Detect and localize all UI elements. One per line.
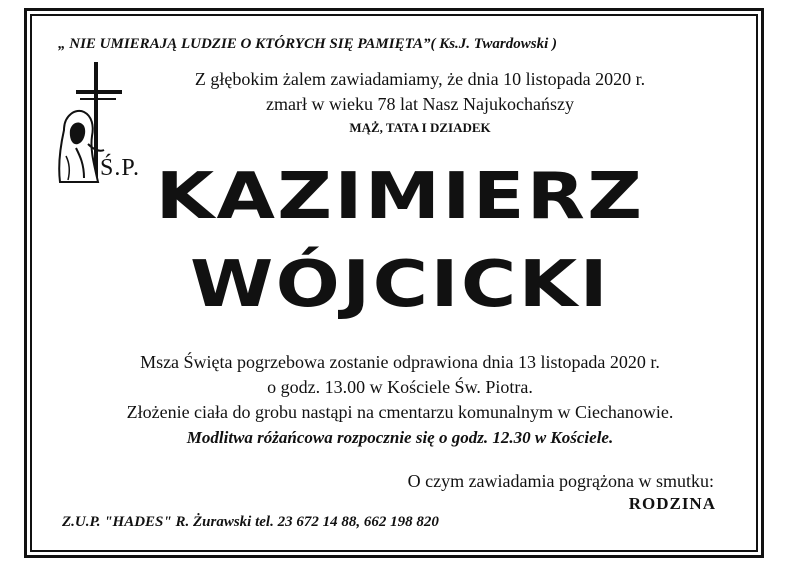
mass-line-1: Msza Święta pogrzebowa zostanie odprawiona dnia 13 listopada 2020 r. <box>140 352 660 372</box>
motto-quote: „ NIE UMIERAJĄ LUDZIE O KTÓRYCH SIĘ PAMIĘTA”( Ks.J. Twardowski ) <box>58 36 557 52</box>
rosary-info: Modlitwa różańcowa rozpocznie się o godz. 12.30 w Kościele. <box>186 428 614 447</box>
family-relation: MĄŻ, TATA I DZIADEK <box>349 120 491 135</box>
deceased-last-name: WÓJCICKI <box>189 248 611 322</box>
mass-line-2: o godz. 13.00 w Kościele Św. Piotra. <box>267 377 533 397</box>
funeral-home-contact: Z.U.P. "HADES" R. Żurawski tel. 23 672 14 88, 662 198 820 <box>62 514 439 530</box>
sp-prefix: Ś.P. <box>100 155 141 181</box>
deceased-first-name: KAZIMIERZ <box>155 160 645 234</box>
notifier-text: O czym zawiadamia pogrążona w smutku: <box>407 471 714 491</box>
announcement-line-1: Z głębokim żalem zawiadamiamy, że dnia 10 listopada 2020 r. <box>194 69 646 89</box>
family-signature: RODZINA <box>628 494 716 513</box>
burial-info: Złożenie ciała do grobu nastąpi na cmentarzu komunalnym w Ciechanowie. <box>126 402 674 422</box>
announcement-line-2: zmarł w wieku 78 lat Nasz Najukochańszy <box>266 94 574 114</box>
